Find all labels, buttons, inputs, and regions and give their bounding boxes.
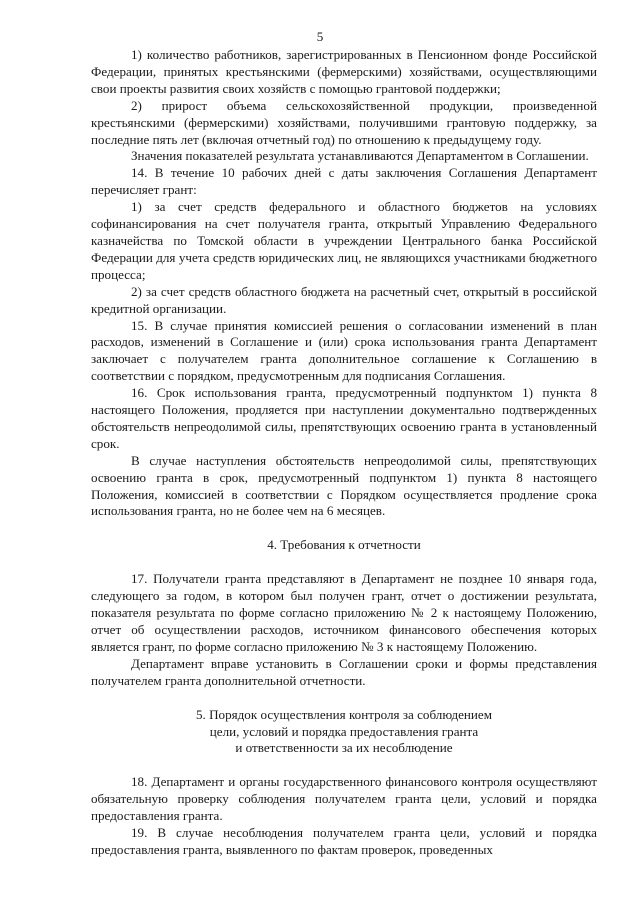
paragraph: 16. Срок использования гранта, предусмотренный подпунктом 1) пункта 8 настоящего Положения, продляется при наступлении документально подтвержденных обстоятельств непреодолимой силы, препятствующих освоению гранта в установленный срок. bbox=[91, 385, 597, 451]
paragraph: 2) прирост объема сельскохозяйственной продукции, произведенной крестьянскими (фермерскими) хозяйствами, получившими грантовую поддержку, за последние пять лет (включая отчетный год) по отношению к предыдущему году. bbox=[91, 97, 597, 147]
section-5-heading-line: и ответственности за их несоблюдение bbox=[235, 740, 453, 756]
paragraph: 1) количество работников, зарегистрированных в Пенсионном фонде Российской Федерации, принятых крестьянскими (фермерскими) хозяйствами, осуществляющими свои проекты развития своих хозяйств с помощью грантовой поддержки; bbox=[91, 47, 597, 96]
section-5-heading-line: 5. Порядок осуществления контроля за соблюдением bbox=[195, 706, 493, 722]
section-5-heading-line: цели, условий и порядка предоставления гранта bbox=[209, 723, 479, 739]
paragraph: 15. В случае принятия комиссией решения о согласовании изменений в план расходов, изменений в Соглашение и (или) срока использования гранта Департамент заключает с получателем гранта дополнительное соглашение к Соглашению в соответствии с порядком, предусмотренным для подписания Соглашения. bbox=[91, 317, 597, 384]
paragraph: Департамент вправе установить в Соглашении сроки и формы представления получателем гранта дополнительной отчетности. bbox=[91, 655, 597, 688]
section-4-heading: 4. Требования к отчетности bbox=[267, 537, 421, 553]
paragraph: Значения показателей результата устанавливаются Департаментом в Соглашении. bbox=[131, 148, 589, 164]
paragraph: 1) за счет средств федерального и областного бюджетов на условиях софинансирования на счет получателя гранта, открытый Управлению Федерального казначейства по Томской области в учреждении Центрального банка Российской Федерации для учета средств юридических лиц, не являющихся участниками бюджетного процесса; bbox=[91, 199, 597, 282]
page-number: 5 bbox=[316, 29, 324, 44]
paragraph: 19. В случае несоблюдения получателем гранта цели, условий и порядка предоставления гранта, выявленного по фактам проверок, проведенных bbox=[91, 825, 597, 857]
paragraph: 18. Департамент и органы государственного финансового контроля осуществляют обязательную проверку соблюдения получателем гранта цели, условий и порядка предоставления гранта. bbox=[91, 774, 597, 824]
document-body bbox=[91, 47, 597, 859]
paragraph: 2) за счет средств областного бюджета на расчетный счет, открытый в российской кредитной организации. bbox=[91, 283, 597, 316]
paragraph: 17. Получатели гранта представляют в Департамент не позднее 10 января года, следующего за годом, в котором был получен грант, отчет о достижении результата, показателя результата по форме согласно приложению № 2 к настоящему Положению, отчет об осуществлении расходов, источником финансового обеспечения которых является грант, по форме согласно приложению № 3 к настоящему Положению. bbox=[91, 571, 597, 654]
paragraph: В случае наступления обстоятельств непреодолимой силы, препятствующих освоению гранта в срок, предусмотренный подпунктом 1) пункта 8 настоящего Положения, комиссией в соответствии с Порядком осуществляется продление срока использования гранта, но не более чем на 6 месяцев. bbox=[91, 452, 597, 519]
paragraph: 14. В течение 10 рабочих дней с даты заключения Соглашения Департамент перечисляет грант: bbox=[91, 165, 597, 198]
